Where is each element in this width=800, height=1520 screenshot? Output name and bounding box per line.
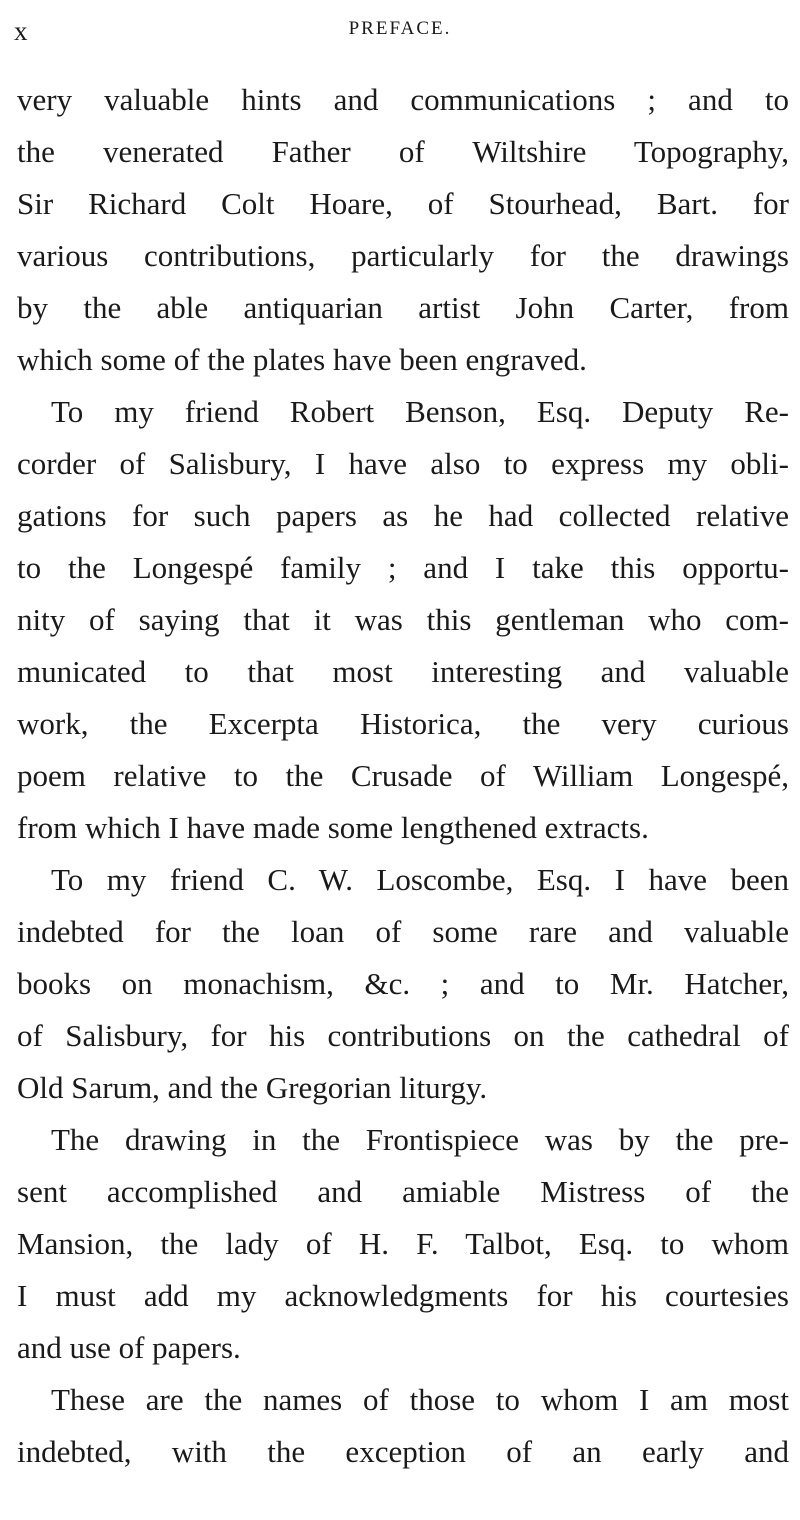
text-line: gations for such papers as he had collected relative bbox=[17, 498, 789, 533]
text-line: various contributions, particularly for the drawings bbox=[17, 238, 789, 273]
text-line: indebted for the loan of some rare and valuable bbox=[17, 914, 789, 949]
text-line: municated to that most interesting and valuable bbox=[17, 654, 789, 689]
text-line: indebted, with the exception of an early and bbox=[17, 1434, 789, 1469]
text-line: work, the Excerpta Historica, the very curious bbox=[17, 706, 789, 741]
running-title: PREFACE. bbox=[348, 18, 452, 39]
text-line: These are the names of those to whom I am most bbox=[51, 1382, 789, 1417]
text-line: books on monachism, &c. ; and to Mr. Hatcher, bbox=[17, 966, 789, 1001]
text-line: which some of the plates have been engraved. bbox=[17, 342, 587, 377]
preface-body-text bbox=[17, 74, 789, 1478]
text-line: and use of papers. bbox=[17, 1330, 241, 1365]
text-line: corder of Salisbury, I have also to express my obli- bbox=[17, 446, 789, 481]
text-line: by the able antiquarian artist John Carter, from bbox=[17, 290, 789, 325]
text-line: very valuable hints and communications ; and to bbox=[17, 82, 789, 117]
text-line: To my friend C. W. Loscombe, Esq. I have been bbox=[51, 862, 789, 897]
text-line: to the Longespé family ; and I take this opportu- bbox=[17, 550, 789, 585]
text-line: poem relative to the Crusade of William Longespé, bbox=[17, 758, 789, 793]
text-line: I must add my acknowledgments for his courtesies bbox=[17, 1278, 789, 1313]
text-line: To my friend Robert Benson, Esq. Deputy Re- bbox=[51, 394, 789, 429]
text-line: the venerated Father of Wiltshire Topography, bbox=[17, 134, 789, 169]
text-line: sent accomplished and amiable Mistress of the bbox=[17, 1174, 789, 1209]
text-line: The drawing in the Frontispiece was by the pre- bbox=[51, 1122, 789, 1157]
text-line: from which I have made some lengthened extracts. bbox=[17, 810, 649, 845]
page-number: x bbox=[14, 16, 28, 46]
text-line: Mansion, the lady of H. F. Talbot, Esq. to whom bbox=[17, 1226, 789, 1261]
text-line: Sir Richard Colt Hoare, of Stourhead, Bart. for bbox=[17, 186, 789, 221]
page-header bbox=[14, 14, 786, 50]
text-line: Old Sarum, and the Gregorian liturgy. bbox=[17, 1070, 488, 1105]
text-line: of Salisbury, for his contributions on the cathedral of bbox=[17, 1018, 789, 1053]
text-line: nity of saying that it was this gentleman who com- bbox=[17, 602, 789, 637]
